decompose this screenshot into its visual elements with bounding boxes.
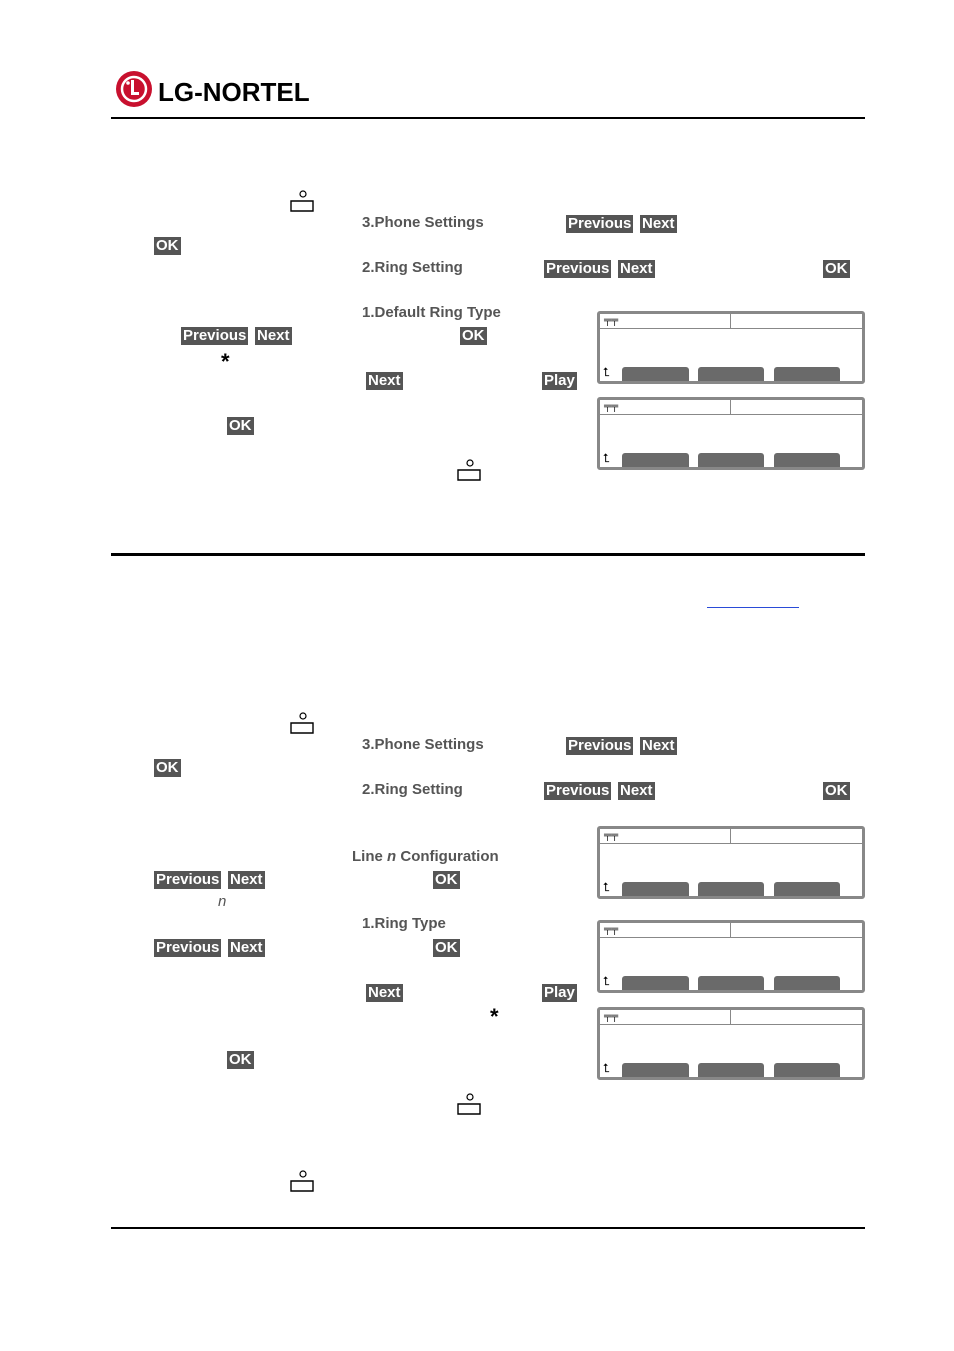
previous-key[interactable]: Previous [156,939,220,956]
line-number: n [387,848,397,865]
settings-key-icon[interactable] [288,711,318,735]
ok-key[interactable]: OK [156,759,179,776]
lg-nortel-logo-graphic [114,70,354,110]
previous-key[interactable]: Previous [546,260,610,277]
previous-key[interactable]: Previous [183,327,247,344]
lcd-display [597,397,865,470]
ok-key[interactable]: OK [156,237,179,254]
ok-key[interactable]: OK [825,782,848,799]
star-key-symbol: * [490,1004,499,1029]
soft-key[interactable] [774,453,840,467]
network-icon: ╤╤ [604,401,619,412]
menu-phone-settings: 3.Phone Settings [362,736,484,753]
previous-key[interactable]: Previous [156,871,220,888]
ok-key[interactable]: OK [462,327,485,344]
next-key[interactable]: Next [642,215,675,232]
back-arrow-icon[interactable]: ⮤ [603,1061,611,1075]
settings-key-icon[interactable] [455,1092,485,1116]
svg-text:LG-NORTEL: LG-NORTEL [158,77,310,107]
next-key[interactable]: Next [230,871,263,888]
cross-reference-link[interactable] [707,607,799,608]
next-key[interactable]: Next [620,782,653,799]
next-key[interactable]: Next [620,260,653,277]
menu-ring-setting: 2.Ring Setting [362,259,463,276]
soft-key[interactable] [774,976,840,990]
footer-rule [111,1227,865,1229]
soft-key[interactable] [698,367,764,381]
soft-key[interactable] [622,453,689,467]
configuration-label: Configuration [400,848,499,865]
settings-key-icon[interactable] [288,1169,318,1193]
ok-key[interactable]: OK [229,417,252,434]
star-key-symbol: * [221,349,230,374]
network-icon: ╤╤ [604,1011,619,1022]
menu-ring-setting: 2.Ring Setting [362,781,463,798]
soft-key[interactable] [698,1063,764,1077]
ok-key[interactable]: OK [435,871,458,888]
lcd-display [597,311,865,384]
line-label: Line [352,848,383,865]
play-key[interactable]: Play [544,372,575,389]
lcd-display [597,826,865,899]
soft-key[interactable] [622,1063,689,1077]
play-key[interactable]: Play [544,984,575,1001]
previous-key[interactable]: Previous [546,782,610,799]
soft-key[interactable] [698,882,764,896]
ok-key[interactable]: OK [229,1051,252,1068]
lcd-display [597,1007,865,1080]
soft-key[interactable] [698,453,764,467]
next-key[interactable]: Next [368,372,401,389]
menu-phone-settings: 3.Phone Settings [362,214,484,231]
menu-ring-type: 1.Ring Type [362,915,446,932]
network-icon: ╤╤ [604,924,619,935]
soft-key[interactable] [698,976,764,990]
previous-key[interactable]: Previous [568,215,632,232]
settings-key-icon[interactable] [455,458,485,482]
previous-key[interactable]: Previous [568,737,632,754]
line-number-marker: n [218,893,227,910]
ok-key[interactable]: OK [435,939,458,956]
section-divider [111,553,865,556]
ok-key[interactable]: OK [825,260,848,277]
menu-line-configuration [352,848,499,865]
back-arrow-icon[interactable]: ⮤ [603,451,611,465]
next-key[interactable]: Next [257,327,290,344]
network-icon: ╤╤ [604,315,619,326]
menu-default-ring-type: 1.Default Ring Type [362,304,501,321]
soft-key[interactable] [774,367,840,381]
soft-key[interactable] [774,1063,840,1077]
settings-key-icon[interactable] [288,189,318,213]
back-arrow-icon[interactable]: ⮤ [603,974,611,988]
back-arrow-icon[interactable]: ⮤ [603,880,611,894]
next-key[interactable]: Next [230,939,263,956]
next-key[interactable]: Next [642,737,675,754]
soft-key[interactable] [622,976,689,990]
soft-key[interactable] [622,367,689,381]
next-key[interactable]: Next [368,984,401,1001]
header-rule [111,117,865,119]
back-arrow-icon[interactable]: ⮤ [603,365,611,379]
soft-key[interactable] [774,882,840,896]
soft-key[interactable] [622,882,689,896]
lcd-display [597,920,865,993]
logo [114,70,354,110]
network-icon: ╤╤ [604,830,619,841]
